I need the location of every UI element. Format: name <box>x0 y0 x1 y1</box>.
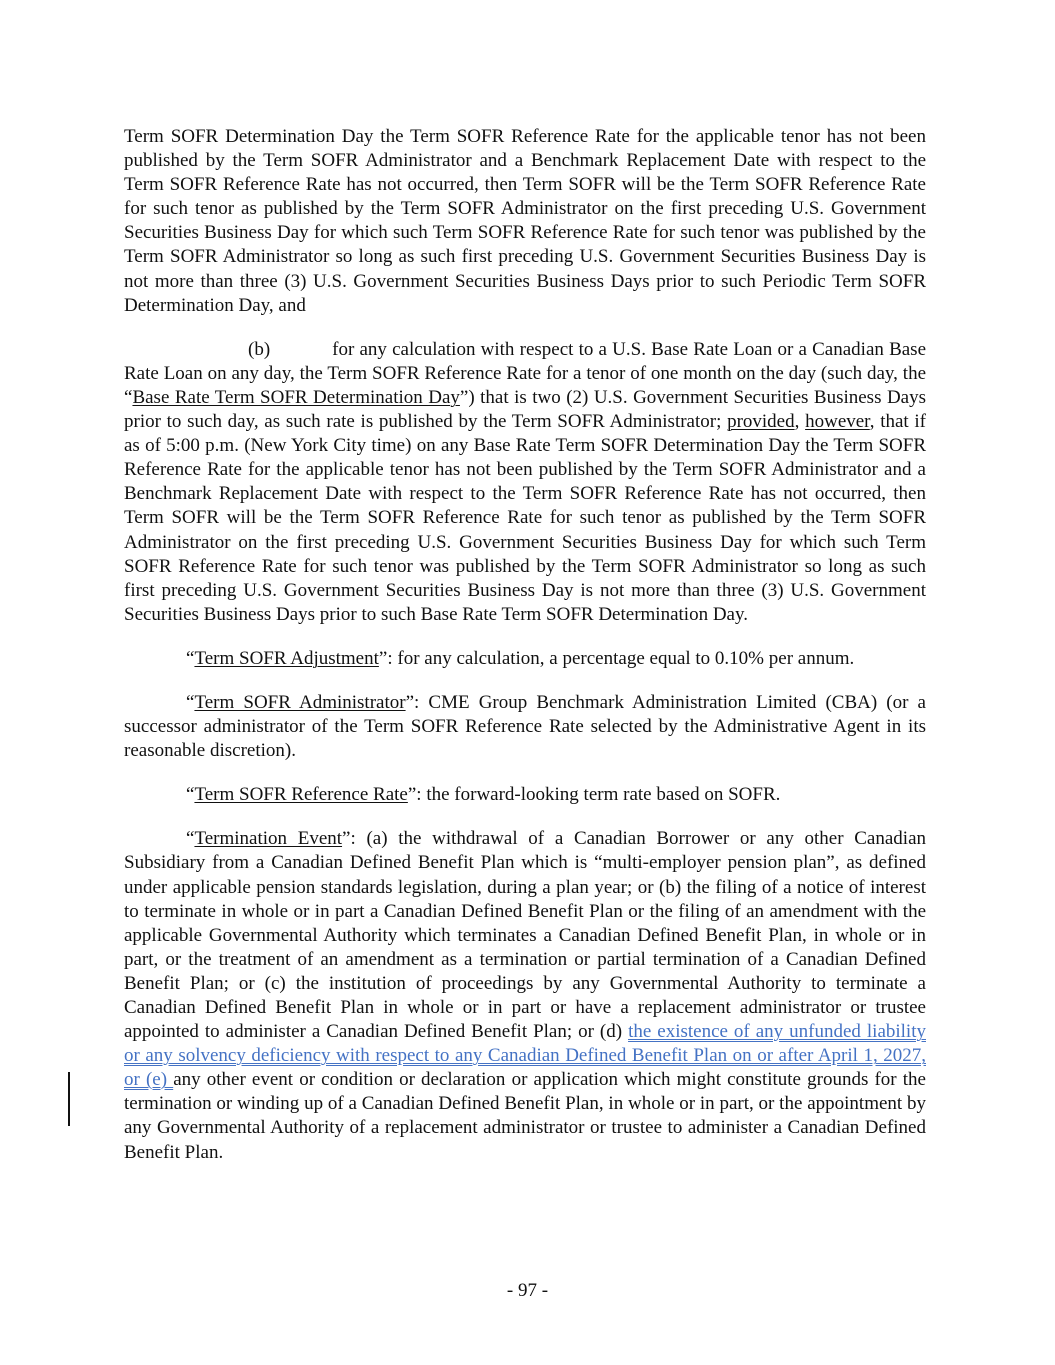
definition-termination-event <box>124 827 926 1164</box>
open-quote: “ <box>186 691 195 713</box>
definition-term-sofr-adjustment <box>124 647 926 671</box>
paragraph-b-text-4: , that if as of 5:00 p.m. (New York City time) on any Base Rate Term SOFR Determination Day the Term SOFR Reference Rate for the applicable tenor has not been published by the Term SOFR Administrator and a Benchmark Replacement Date with respect to the Term SOFR Reference Rate has not occurred, then Term SOFR will be the Term SOFR Reference Rate for such tenor as published by the Term SOFR Administrator on the first preceding U.S. Government Securities Business Day for which such Term SOFR Reference Rate for such tenor was published by the Term SOFR Administrator so long as such first preceding U.S. Government Securities Business Day is not more than three (3) U.S. Government Securities Business Days prior to such Base Rate Term SOFR Determination Day. <box>124 411 927 625</box>
definition-text: ”: for any calculation, a percentage equal to 0.10% per annum. <box>378 647 855 669</box>
however-term: however <box>805 411 870 433</box>
definition-text: ”: CME Group Benchmark Administration Limited (CBA) (or a successor administrator of the Term SOFR Reference Rate selected by the Administrative Agent in its reasonable discretion). <box>124 691 926 762</box>
page-number: - 97 - <box>506 1280 549 1301</box>
definition-term-sofr-reference-rate <box>124 783 926 807</box>
provided-term: provided <box>727 411 795 433</box>
open-quote: “ <box>186 647 195 669</box>
defined-term-base-rate-determination-day: Base Rate Term SOFR Determination Day <box>132 386 460 408</box>
defined-term: Term SOFR Administrator <box>194 691 406 713</box>
defined-term: Term SOFR Adjustment <box>194 647 379 669</box>
definition-term-sofr-administrator <box>124 691 926 763</box>
paragraph-b-text-1: for any calculation with respect to a U.S. Base Rate Loan or a Canadian Base Rate Loan on any day, the Term SOFR Reference Rate for a tenor of one month on the day (such day, the “ <box>124 338 926 408</box>
paragraph-b-text-2: ”) that is two (2) U.S. Government Securities Business Days prior to such day, as such rate is published by the Term SOFR Administrator; <box>124 386 926 433</box>
definition-text: ”: the forward-looking term rate based on SOFR. <box>407 784 781 806</box>
open-quote: “ <box>186 828 195 850</box>
definition-text-1: ”: (a) the withdrawal of a Canadian Borrower or any other Canadian Subsidiary from a Canadian Defined Benefit Plan which is “multi-employer pension plan”, as defined under applicable pension standards legislation, during a plan year; or (b) the filing of a notice of interest to terminate in whole or in part a Canadian Defined Benefit Plan or the filing of an amendment with the applicable Governmental Authority which terminates a Canadian Defined Benefit Plan, in whole or in part, or the treatment of an amendment as a termination or partial termination of a Canadian Defined Benefit Plan; or (c) the institution of proceedings by any Governmental Authority to terminate a Canadian Defined Benefit Plan in whole or in part or have a replacement administrator or trustee appointed to administer a Canadian Defined Benefit Plan; or (d) <box>124 828 927 1043</box>
paragraph-b-comma: , <box>794 411 806 433</box>
open-quote: “ <box>186 784 195 806</box>
inserted-revision-text: the existence of any unfunded liability or any solvency deficiency with respect to any Canadian Defined Benefit Plan on or after April 1, 2027, or (e) <box>124 1021 926 1091</box>
definition-text-2: any other event or condition or declaration or application which might constitute grounds for the termination or winding up of a Canadian Defined Benefit Plan, in whole or in part, or the appointment by any Governmental Authority of a replacement administrator or trustee to administer a Canadian Defined Benefit Plan. <box>124 1069 926 1163</box>
revision-change-bar <box>68 1072 70 1126</box>
defined-term: Termination Event <box>194 828 343 850</box>
paragraph-a-continuation: Term SOFR Determination Day the Term SOFR Reference Rate for the applicable tenor has not been published by the Term SOFR Administrator and a Benchmark Replacement Date with respect to the Term SOFR Reference Rate has not occurred, then Term SOFR will be the Term SOFR Reference Rate for such tenor as published by the Term SOFR Administrator on the first preceding U.S. Government Securities Business Day for which such Term SOFR Reference Rate for such tenor was published by the Term SOFR Administrator so long as such first preceding U.S. Government Securities Business Day is not more than three (3) U.S. Government Securities Business Days prior to such Periodic Term SOFR Determination Day, and <box>124 126 926 316</box>
defined-term: Term SOFR Reference Rate <box>194 784 408 806</box>
paragraph-b-label: (b) <box>248 338 271 360</box>
paragraph-b <box>124 338 926 627</box>
document-body <box>124 125 926 1185</box>
